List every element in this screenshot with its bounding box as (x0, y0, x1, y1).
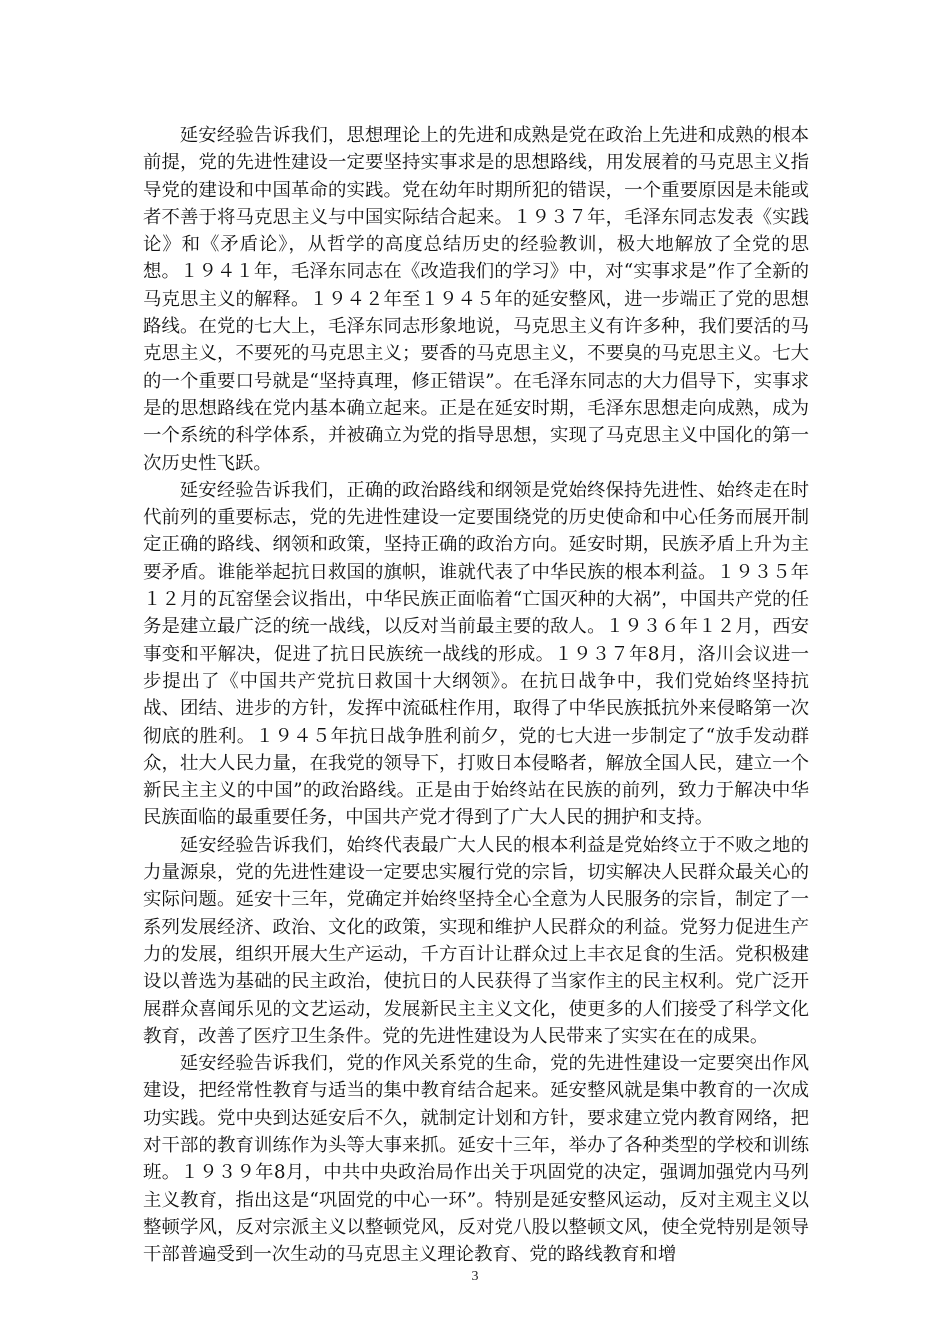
document-body (143, 122, 809, 1268)
paragraph-1: 延安经验告诉我们，思想理论上的先进和成熟是党在政治上先进和成熟的根本前提，党的先进性建设一定要坚持实事求是的思想路线，用发展着的马克思主义指导党的建设和中国革命的实践。党在幼年时期所犯的错误，一个重要原因是未能或者不善于将马克思主义与中国实际结合起来。１９３７年，毛泽东同志发表《实践论》和《矛盾论》，从哲学的高度总结历史的经验教训，极大地解放了全党的思想。１９４１年，毛泽东同志在《改造我们的学习》中，对“实事求是”作了全新的马克思主义的解释。１９４２年至１９４５年的延安整风，进一步端正了党的思想路线。在党的七大上，毛泽东同志形象地说，马克思主义有许多种，我们要活的马克思主义，不要死的马克思主义；要香的马克思主义，不要臭的马克思主义。七大的一个重要口号就是“坚持真理，修正错误”。在毛泽东同志的大力倡导下，实事求是的思想路线在党内基本确立起来。正是在延安时期，毛泽东思想走向成熟，成为一个系统的科学体系，并被确立为党的指导思想，实现了马克思主义中国化的第一次历史性飞跃。 (143, 125, 809, 474)
page-number: 3 (471, 1269, 479, 1284)
paragraph-3: 延安经验告诉我们，始终代表最广大人民的根本利益是党始终立于不败之地的力量源泉，党的先进性建设一定要忠实履行党的宗旨，切实解决人民群众最关心的实际问题。延安十三年，党确定并始终坚持全心全意为人民服务的宗旨，制定了一系列发展经济、政治、文化的政策，实现和维护人民群众的利益。党努力促进生产力的发展，组织开展大生产运动，千方百计让群众过上丰衣足食的生活。党积极建设以普选为基础的民主政治，使抗日的人民获得了当家作主的民主权利。党广泛开展群众喜闻乐见的文艺运动，发展新民主主义文化，使更多的人们接受了科学文化教育，改善了医疗卫生条件。党的先进性建设为人民带来了实实在在的成果。 (143, 834, 809, 1047)
paragraph-2: 延安经验告诉我们，正确的政治路线和纲领是党始终保持先进性、始终走在时代前列的重要标志，党的先进性建设一定要围绕党的历史使命和中心任务而展开制定正确的路线、纲领和政策，坚持正确的政治方向。延安时期，民族矛盾上升为主要矛盾。谁能举起抗日救国的旗帜，谁就代表了中华民族的根本利益。１９３５年１２月的瓦窑堡会议指出，中华民族正面临着“亡国灭种的大祸”，中国共产党的任务是建立最广泛的统一战线，以反对当前最主要的敌人。１９３６年１２月，西安事变和平解决，促进了抗日民族统一战线的形成。１９３７年8月，洛川会议进一步提出了《中国共产党抗日救国十大纲领》。在抗日战争中，我们党始终坚持抗战、团结、进步的方针，发挥中流砥柱作用，取得了中华民族抵抗外来侵略第一次彻底的胜利。１９４５年抗日战争胜利前夕，党的七大进一步制定了“放手发动群众，壮大人民力量，在我党的领导下，打败日本侵略者，解放全国人民，建立一个新民主主义的中国”的政治路线。正是由于始终站在民族的前列，致力于解决中华民族面临的最重要任务，中国共产党才得到了广大人民的拥护和支持。 (143, 479, 809, 829)
paragraph-4: 延安经验告诉我们，党的作风关系党的生命，党的先进性建设一定要突出作风建设，把经常性教育与适当的集中教育结合起来。延安整风就是集中教育的一次成功实践。党中央到达延安后不久，就制定计划和方针，要求建立党内教育网络，把对干部的教育训练作为头等大事来抓。延安十三年，举办了各种类型的学校和训练班。１９３９年8月，中共中央政治局作出关于巩固党的决定，强调加强党内马列主义教育，指出这是“巩固党的中心一环”。特别是延安整风运动，反对主观主义以整顿学风，反对宗派主义以整顿党风，反对党八股以整顿文风，使全党特别是领导干部普遍受到一次生动的马克思主义理论教育、党的路线教育和增 (143, 1053, 809, 1266)
